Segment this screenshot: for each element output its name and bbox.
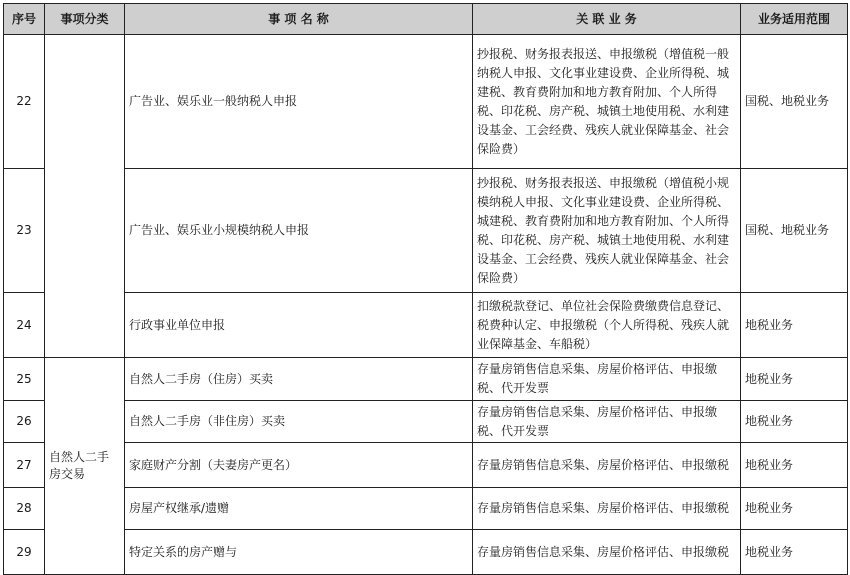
row-scope: 地税业务: [741, 530, 848, 575]
table-row: [4, 169, 848, 293]
table-row: [4, 293, 848, 358]
row-scope: 地税业务: [741, 488, 848, 530]
category-natural-person: 自然人二手房交易: [45, 358, 125, 575]
table-row: [4, 358, 848, 401]
row-related: 存量房销售信息采集、房屋价格评估、申报缴税: [473, 443, 741, 488]
col-header-related: 关 联 业 务: [473, 4, 741, 35]
row-name: 家庭财产分割（夫妻房产更名）: [125, 443, 473, 488]
row-scope: 地税业务: [741, 443, 848, 488]
table-row: [4, 488, 848, 530]
table-header-row: [4, 4, 848, 35]
row-scope: 地税业务: [741, 358, 848, 401]
row-related: 存量房销售信息采集、房屋价格评估、申报缴税、代开发票: [473, 358, 741, 401]
row-related: 存量房销售信息采集、房屋价格评估、申报缴税: [473, 530, 741, 575]
category-cell-empty: [45, 35, 125, 358]
row-index: 25: [4, 358, 45, 401]
row-scope: 国税、地税业务: [741, 35, 848, 169]
business-table: [3, 3, 848, 575]
row-scope: 地税业务: [741, 293, 848, 358]
row-index: 23: [4, 169, 45, 293]
row-name: 自然人二手房（住房）买卖: [125, 358, 473, 401]
table-row: [4, 443, 848, 488]
col-header-category: 事项分类: [45, 4, 125, 35]
row-related: 扣缴税款登记、单位社会保险费缴费信息登记、税费种认定、申报缴税（个人所得税、残疾人就业保障基金、车船税）: [473, 293, 741, 358]
row-scope: 国税、地税业务: [741, 169, 848, 293]
row-index: 26: [4, 401, 45, 443]
row-related: 抄报税、财务报表报送、申报缴税（增值税小规模纳税人申报、文化事业建设费、企业所得税、城建税、教育费附加和地方教育附加、个人所得税、印花税、房产税、城镇土地使用税、水利建设基金、工会经费、残疾人就业保障基金、社会保险费）: [473, 169, 741, 293]
table-row: [4, 530, 848, 575]
row-scope: 地税业务: [741, 401, 848, 443]
row-name: 广告业、娱乐业一般纳税人申报: [125, 35, 473, 169]
row-name: 自然人二手房（非住房）买卖: [125, 401, 473, 443]
row-name: 广告业、娱乐业小规模纳税人申报: [125, 169, 473, 293]
table-row: [4, 401, 848, 443]
row-index: 22: [4, 35, 45, 169]
row-related: 抄报税、财务报表报送、申报缴税（增值税一般纳税人申报、文化事业建设费、企业所得税、城建税、教育费附加和地方教育附加、个人所得税、印花税、房产税、城镇土地使用税、水利建设基金、工会经费、残疾人就业保障基金、社会保险费）: [473, 35, 741, 169]
row-name: 行政事业单位申报: [125, 293, 473, 358]
row-index: 24: [4, 293, 45, 358]
row-index: 27: [4, 443, 45, 488]
row-related: 存量房销售信息采集、房屋价格评估、申报缴税: [473, 488, 741, 530]
row-index: 28: [4, 488, 45, 530]
row-index: 29: [4, 530, 45, 575]
row-name: 特定关系的房产赠与: [125, 530, 473, 575]
col-header-scope: 业务适用范围: [741, 4, 848, 35]
col-header-index: 序号: [4, 4, 45, 35]
col-header-name: 事 项 名 称: [125, 4, 473, 35]
row-related: 存量房销售信息采集、房屋价格评估、申报缴税、代开发票: [473, 401, 741, 443]
row-name: 房屋产权继承/遗赠: [125, 488, 473, 530]
table-row: [4, 35, 848, 169]
